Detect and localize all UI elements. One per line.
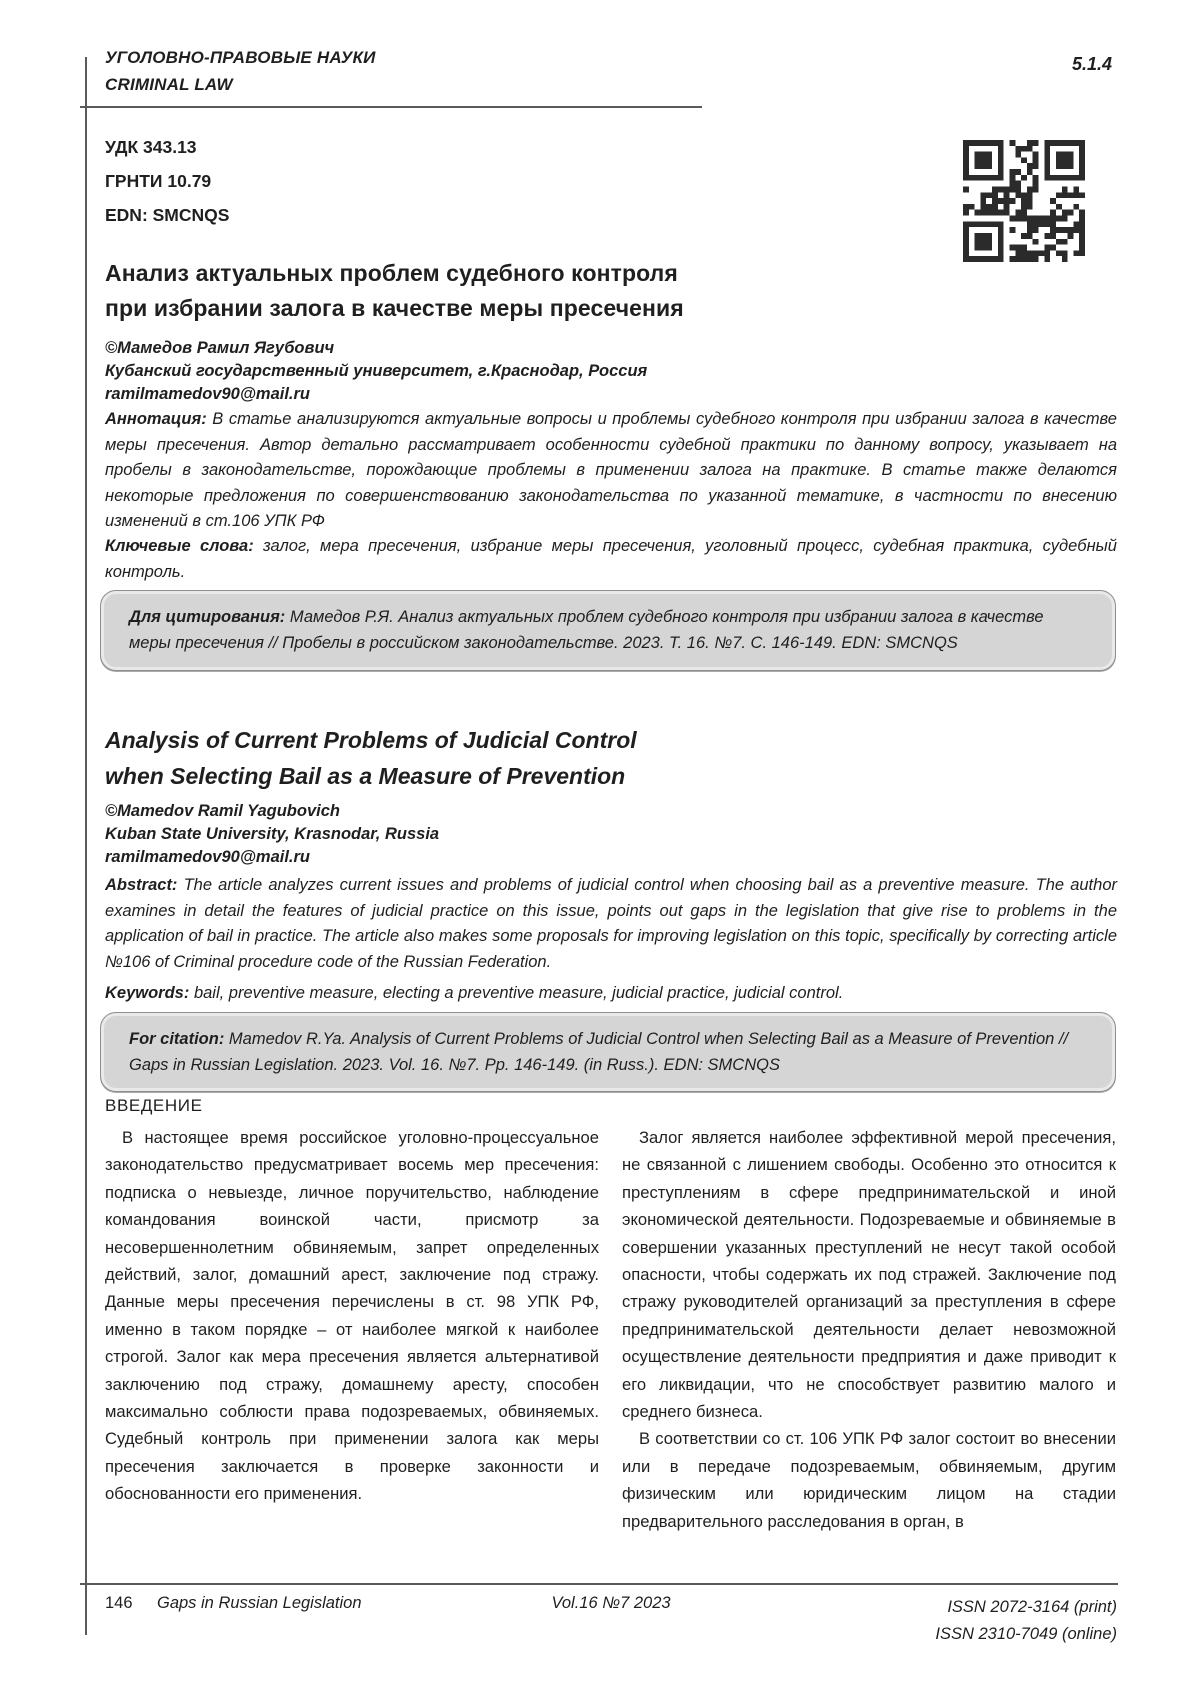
author-name-en: ©Mamedov Ramil Yagubovich [105, 802, 340, 820]
citation-box-en [100, 1012, 1116, 1092]
author-block-en [105, 800, 439, 869]
left-margin-rule [85, 57, 87, 1635]
abstract-en-label: Abstract: [105, 876, 178, 894]
author-email-en: ramilmamedov90@mail.ru [105, 848, 311, 866]
author-block-ru [105, 337, 647, 406]
left-column [105, 1124, 599, 1535]
rubric-en: CRIMINAL LAW [105, 75, 233, 94]
article-body-columns [105, 1124, 1117, 1535]
article-identifiers [105, 130, 229, 232]
affiliation-ru: Кубанский государственный университет, г.Краснодар, Россия [105, 362, 648, 380]
footer-divider [80, 1583, 1118, 1585]
issn-online: ISSN 2310-7049 (online) [935, 1625, 1117, 1643]
keywords-ru-text: залог, мера пресечения, избрание меры пресечения, уголовный процесс, судебная практика, судебный контроль. [105, 537, 1117, 581]
abstract-en-text: The article analyzes current issues and problems of judicial control when choosing bail as a preventive measure. The author examines in detail the features of judicial practice on this issue, points out gaps in the legislation that give rise to problems in the application of bail in practice. The article also makes some proposals for improving legislation on this topic, specifically by correcting article №106 of Criminal procedure code of the Russian Federation. [105, 876, 1117, 971]
keywords-en-label: Keywords: [105, 984, 190, 1002]
article-title-en [105, 722, 637, 794]
abstract-ru-label: Аннотация: [105, 410, 207, 428]
citation-ru-text: Мамедов Р.Я. Анализ актуальных проблем судебного контроля при избрании залога в качестве меры пресечения // Пробелы в российском законодательстве. 2023. Т. 16. №7. С. 146-149. EDN: SMCNQS [129, 608, 1044, 652]
grnti-code: ГРНТИ 10.79 [105, 171, 212, 191]
body-paragraph: Залог является наиболее эффективной мерой пресечения, не связанной с лишением свободы. Особенно это относится к преступлениям в сфере предпринимательской и иной экономической деятельности. Подозреваемые и обвиняемые в совершении указанных преступлений не несут такой особой опасности, чтобы содержать их под стражей. Заключение под стражу руководителей организаций за преступления в сфере предпринимательской деятельности делает невозможной осуществление деятельности предприятия и даже приводит к его ликвидации, что не способствует развитию малого и среднего бизнеса. [622, 1128, 1116, 1422]
keywords-en-text: bail, preventive measure, electing a preventive measure, judicial practice, judicial control. [193, 984, 844, 1002]
abstract-ru-text: В статье анализируются актуальные вопросы и проблемы судебного контроля при избрании залога в качестве меры пресечения. Автор детально рассматривает особенности судебной практики по данному вопросу, указывает на пробелы в законодательстве, порождающие проблемы в применении залога на практике. В статье также делаются некоторые предложения по совершенствованию законодательства по указанной тематике, в частности по внесению изменений в ст.106 УПК РФ [105, 410, 1117, 530]
keywords-ru [105, 534, 1117, 585]
qr-code-icon [963, 140, 1085, 262]
section-heading-introduction: ВВЕДЕНИЕ [105, 1096, 203, 1115]
issn-numbers [935, 1594, 1117, 1648]
citation-en-label: For citation: [129, 1030, 225, 1048]
specialty-code: 5.1.4 [1071, 54, 1112, 74]
author-name-ru: ©Мамедов Рамил Ягубович [105, 339, 335, 357]
title-ru-line1: Анализ актуальных проблем судебного контроля [105, 260, 678, 286]
title-ru-line2: при избрании залога в качестве меры пресечения [105, 295, 684, 321]
volume-issue: Vol.16 №7 2023 [551, 1594, 671, 1612]
edn-code: EDN: SMCNQS [105, 205, 230, 225]
abstract-ru [105, 407, 1117, 535]
journal-name: Gaps in Russian Legislation [157, 1594, 362, 1612]
page-number: 146 [105, 1594, 133, 1612]
citation-en-text: Mamedov R.Ya. Analysis of Current Problems of Judicial Control when Selecting Bail as a Measure of Prevention // Gaps in Russian Legislation. 2023. Vol. 16. №7. Pp. 146-149. (in Russ.). EDN: SMCNQS [129, 1030, 1069, 1074]
header-divider [80, 106, 702, 108]
affiliation-en: Kuban State University, Krasnodar, Russia [105, 825, 440, 843]
author-email-ru: ramilmamedov90@mail.ru [105, 385, 311, 403]
citation-box-ru [100, 590, 1116, 671]
body-paragraph: В соответствии со ст. 106 УПК РФ залог состоит во внесении или в передаче подозреваемым, обвиняемым, другим физическим или юридическим лицом на стадии предварительного расследования в орган, в [622, 1429, 1116, 1531]
section-rubric [105, 44, 376, 98]
udc-code: УДК 343.13 [105, 137, 197, 157]
issn-print: ISSN 2072-3164 (print) [947, 1598, 1117, 1616]
keywords-en [105, 981, 1117, 1007]
citation-ru-label: Для цитирования: [129, 608, 286, 626]
title-en-line2: when Selecting Bail as a Measure of Prevention [105, 763, 626, 789]
right-column [622, 1124, 1116, 1535]
body-paragraph: В настоящее время российское уголовно-процессуальное законодательство предусматривает восемь мер пресечения: подписка о невыезде, личное поручительство, наблюдение командования воинской части, присмотр за несовершеннолетним обвиняемым, запрет определенных действий, залог, домашний арест, заключение под стражу. Данные меры пресечения перечислены в ст. 98 УПК РФ, именно в таком порядке – от наиболее мягкой к наиболее строгой. Залог как мера пресечения является альтернативой заключению под стражу, домашнему аресту, способен максимально соблюсти права подозреваемых, обвиняемых. Судебный контроль при применении залога как меры пресечения заключается в проверке законности и обоснованности его применения. [105, 1128, 599, 1504]
rubric-ru: УГОЛОВНО-ПРАВОВЫЕ НАУКИ [105, 48, 376, 67]
title-en-line1: Analysis of Current Problems of Judicial Control [105, 727, 637, 753]
keywords-ru-label: Ключевые слова: [105, 537, 254, 555]
article-title-ru [105, 256, 684, 326]
abstract-en [105, 873, 1117, 975]
